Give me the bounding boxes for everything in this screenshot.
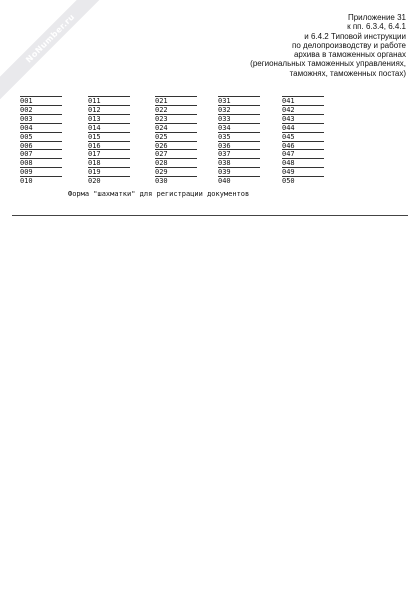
grid-cell bbox=[155, 89, 203, 105]
grid-cell bbox=[282, 125, 330, 141]
grid-cell bbox=[282, 134, 330, 150]
grid-cell bbox=[20, 116, 68, 132]
document-number: 016 bbox=[88, 141, 101, 150]
grid-cell bbox=[88, 134, 136, 150]
blank-line bbox=[282, 89, 324, 97]
blank-line bbox=[20, 151, 62, 159]
document-number: 032 bbox=[218, 105, 231, 114]
blank-line bbox=[88, 98, 130, 106]
grid-cell bbox=[20, 151, 68, 168]
grid-cell bbox=[218, 107, 266, 123]
blank-line bbox=[218, 116, 260, 124]
document-number: 031 bbox=[218, 97, 231, 105]
blank-line bbox=[155, 116, 197, 124]
blank-line bbox=[20, 142, 62, 150]
document-number: 038 bbox=[218, 159, 231, 168]
grid-cell bbox=[88, 151, 136, 168]
blank-line bbox=[282, 142, 324, 150]
document-number: 018 bbox=[88, 159, 101, 168]
blank-line bbox=[282, 134, 324, 142]
document-number: 021 bbox=[155, 97, 168, 105]
document-number: 042 bbox=[282, 105, 295, 114]
blank-line bbox=[88, 160, 130, 168]
grid-cell bbox=[282, 142, 330, 159]
grid-cell bbox=[88, 125, 136, 141]
document-number: 015 bbox=[88, 132, 101, 141]
document-number: 049 bbox=[282, 168, 295, 177]
blank-line bbox=[155, 160, 197, 168]
grid-cell bbox=[20, 169, 68, 186]
document-number: 007 bbox=[20, 150, 33, 159]
document-number: 027 bbox=[155, 150, 168, 159]
blank-line bbox=[88, 89, 130, 97]
watermark-text: NoNumber.ru bbox=[23, 11, 77, 65]
document-number: 012 bbox=[88, 105, 101, 114]
blank-line bbox=[20, 89, 62, 97]
grid-cell bbox=[218, 134, 266, 150]
grid-cell bbox=[155, 116, 203, 132]
document-number: 041 bbox=[282, 97, 295, 105]
blank-line bbox=[282, 116, 324, 124]
grid-cell bbox=[155, 160, 203, 177]
blank-line bbox=[20, 107, 62, 115]
blank-line bbox=[218, 151, 260, 159]
grid-cell bbox=[218, 98, 266, 114]
document-number: 045 bbox=[282, 132, 295, 141]
document-number: 048 bbox=[282, 159, 295, 168]
document-number: 023 bbox=[155, 114, 168, 123]
blank-line bbox=[88, 142, 130, 150]
grid-cell bbox=[88, 89, 136, 105]
appendix-line: таможнях, таможенных постах) bbox=[289, 68, 406, 78]
document-number: 001 bbox=[20, 97, 33, 105]
watermark-ribbon bbox=[0, 0, 112, 100]
appendix-line: (региональных таможенных управлениях, bbox=[250, 59, 406, 69]
document-number: 020 bbox=[88, 177, 101, 186]
grid-cell bbox=[155, 107, 203, 123]
grid-cell bbox=[282, 107, 330, 123]
document-number: 022 bbox=[155, 105, 168, 114]
blank-line bbox=[218, 160, 260, 168]
grid-cell bbox=[218, 89, 266, 105]
blank-line bbox=[282, 160, 324, 168]
document-number: 011 bbox=[88, 97, 101, 105]
grid-cell bbox=[88, 169, 136, 186]
document-number: 008 bbox=[20, 159, 33, 168]
grid-cell bbox=[282, 116, 330, 132]
blank-line bbox=[282, 98, 324, 106]
blank-line bbox=[282, 107, 324, 115]
grid-cell bbox=[20, 134, 68, 150]
grid-cell bbox=[218, 169, 266, 186]
blank-line bbox=[155, 107, 197, 115]
blank-line bbox=[218, 134, 260, 142]
document-number: 010 bbox=[20, 177, 33, 186]
blank-line bbox=[20, 116, 62, 124]
grid-cell bbox=[88, 107, 136, 123]
blank-line bbox=[218, 125, 260, 133]
appendix-line: Приложение 31 bbox=[347, 13, 406, 22]
grid-cell bbox=[155, 134, 203, 150]
grid-cell bbox=[218, 125, 266, 141]
grid-cell bbox=[155, 125, 203, 141]
appendix-line: архива в таможенных органах bbox=[293, 50, 406, 60]
grid-cell bbox=[20, 98, 68, 114]
appendix-line: к пп. 6.3.4, 6.4.1 bbox=[347, 22, 406, 32]
grid-cell bbox=[218, 116, 266, 132]
blank-line bbox=[155, 125, 197, 133]
grid-cell bbox=[282, 89, 330, 105]
grid-cell bbox=[218, 142, 266, 159]
blank-line bbox=[20, 134, 62, 142]
document-number: 046 bbox=[282, 141, 295, 150]
blank-line bbox=[155, 169, 197, 177]
document-number: 034 bbox=[218, 123, 231, 132]
document-number: 036 bbox=[218, 141, 231, 150]
blank-line bbox=[20, 125, 62, 133]
blank-line bbox=[218, 107, 260, 115]
document-number: 014 bbox=[88, 123, 101, 132]
blank-line bbox=[20, 98, 62, 106]
blank-line bbox=[88, 151, 130, 159]
grid-cell bbox=[282, 160, 330, 177]
blank-line bbox=[155, 98, 197, 106]
blank-line bbox=[88, 134, 130, 142]
document-number: 017 bbox=[88, 150, 101, 159]
blank-line bbox=[282, 151, 324, 159]
bottom-rule bbox=[12, 215, 408, 216]
blank-line bbox=[282, 125, 324, 133]
grid-cell bbox=[155, 98, 203, 114]
document-number: 039 bbox=[218, 168, 231, 177]
document-number: 024 bbox=[155, 123, 168, 132]
blank-line bbox=[155, 89, 197, 97]
document-number: 044 bbox=[282, 123, 295, 132]
blank-line bbox=[88, 107, 130, 115]
grid-cell bbox=[155, 169, 203, 186]
grid-cell bbox=[218, 151, 266, 168]
grid-cell bbox=[20, 142, 68, 159]
grid-cell bbox=[88, 98, 136, 114]
document-number: 025 bbox=[155, 132, 168, 141]
blank-line bbox=[20, 169, 62, 177]
blank-line bbox=[218, 142, 260, 150]
appendix-header bbox=[166, 13, 406, 78]
grid-cell bbox=[88, 142, 136, 159]
grid-cell bbox=[88, 160, 136, 177]
document-number: 033 bbox=[218, 114, 231, 123]
document-number: 006 bbox=[20, 141, 33, 150]
document-number: 040 bbox=[218, 177, 231, 186]
blank-line bbox=[218, 98, 260, 106]
document-number: 005 bbox=[20, 132, 33, 141]
grid-cell bbox=[20, 160, 68, 177]
document-number: 019 bbox=[88, 168, 101, 177]
document-number: 043 bbox=[282, 114, 295, 123]
document-number: 002 bbox=[20, 105, 33, 114]
document-number: 037 bbox=[218, 150, 231, 159]
appendix-line: и 6.4.2 Типовой инструкции bbox=[304, 31, 406, 41]
grid-cell bbox=[282, 151, 330, 168]
grid-cell bbox=[155, 142, 203, 159]
document-number: 035 bbox=[218, 132, 231, 141]
document-number: 004 bbox=[20, 123, 33, 132]
document-number: 003 bbox=[20, 114, 33, 123]
blank-line bbox=[155, 142, 197, 150]
document-number: 047 bbox=[282, 150, 295, 159]
blank-line bbox=[155, 151, 197, 159]
grid-cell bbox=[20, 125, 68, 141]
document-number: 009 bbox=[20, 168, 33, 177]
blank-line bbox=[218, 89, 260, 97]
grid-cell bbox=[20, 89, 68, 105]
document-number: 029 bbox=[155, 168, 168, 177]
appendix-line: по делопроизводству и работе bbox=[292, 40, 406, 50]
blank-line bbox=[20, 160, 62, 168]
blank-line bbox=[282, 169, 324, 177]
blank-line bbox=[88, 116, 130, 124]
grid-cell bbox=[20, 107, 68, 123]
grid-cell bbox=[282, 98, 330, 114]
grid-cell bbox=[88, 116, 136, 132]
document-number: 030 bbox=[155, 177, 168, 186]
form-caption: Форма "шахматки" для регистрации документов bbox=[68, 190, 250, 198]
grid-cell bbox=[218, 160, 266, 177]
blank-line bbox=[88, 125, 130, 133]
document-number: 026 bbox=[155, 141, 168, 150]
grid-cell bbox=[155, 151, 203, 168]
document-number: 028 bbox=[155, 159, 168, 168]
document-number: 013 bbox=[88, 114, 101, 123]
blank-line bbox=[88, 169, 130, 177]
grid-cell bbox=[282, 169, 330, 186]
blank-line bbox=[218, 169, 260, 177]
document-number: 050 bbox=[282, 177, 295, 186]
blank-line bbox=[155, 134, 197, 142]
